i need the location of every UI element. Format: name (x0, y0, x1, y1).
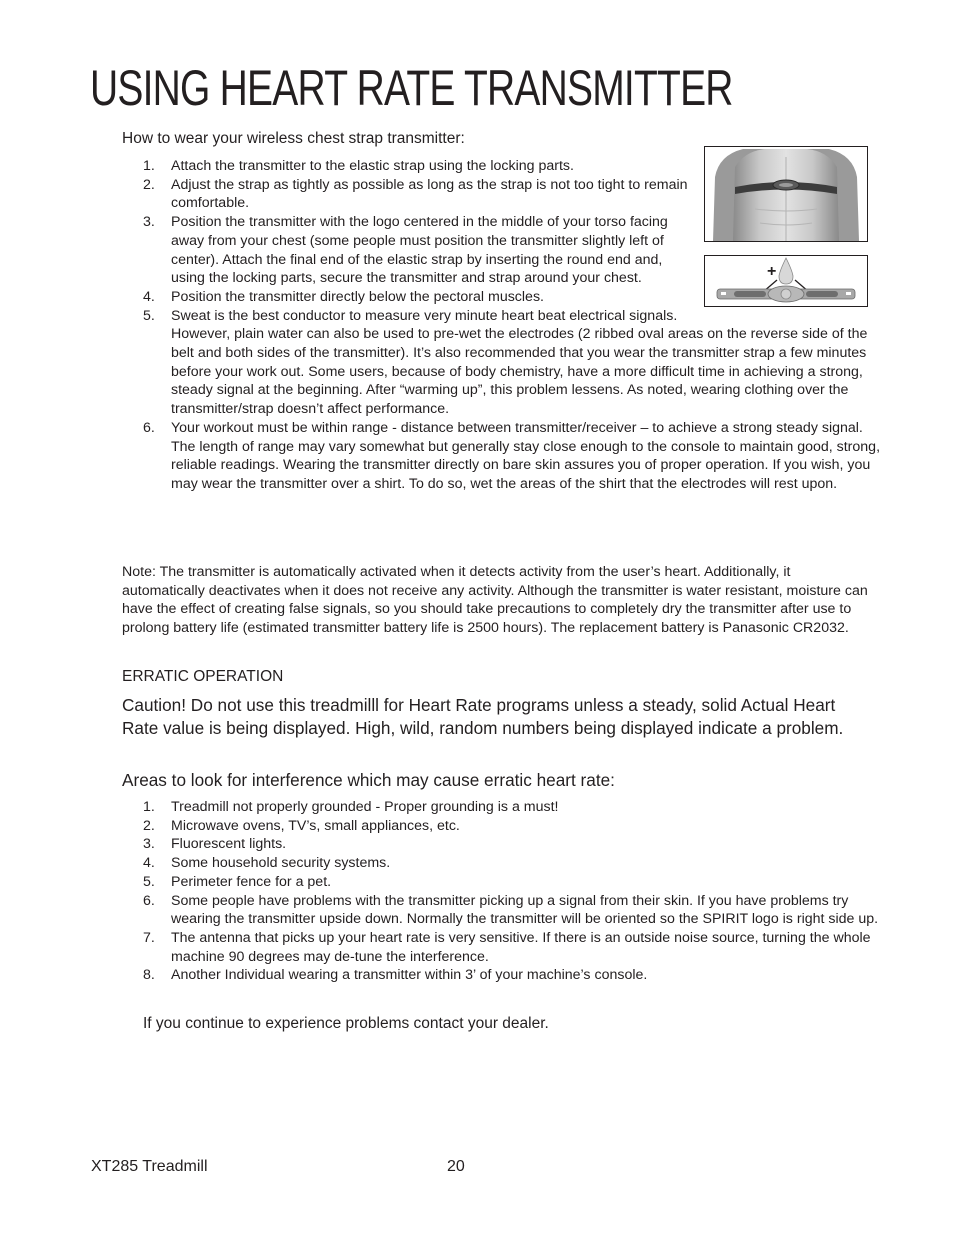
wet-electrodes-diagram-icon (705, 256, 867, 306)
list-item: 6. Your workout must be within range - distance between transmitter/receiver – to achieve a strong steady signal. The length of range may vary somewhat but generally stay close enough to the console to maintain good, strong, reliable readings. Wearing the transmitter directly on bare skin assures you of proper operation. If you wish, you may wear the transmitter over a shirt. To do so, wet the areas of the shirt that the electrodes will rest upon. (143, 419, 881, 492)
list-item: 4. Some household security systems. (143, 855, 391, 872)
list-item: 3. Position the transmitter with the logo centered in the middle of your torso facing away from your chest (some people must position the transmitter slightly left of center). Attach the final end of the elastic strap by inserting the round end and, using the locking parts, secure the transmitter and strap around your chest. (143, 214, 668, 287)
chest-strap-photo (704, 146, 868, 242)
page-number: 20 (447, 1158, 465, 1175)
wear-instructions-heading: How to wear your wireless chest strap transmitter: (122, 130, 465, 147)
list-item: 1. Treadmill not properly grounded - Proper grounding is a must! (143, 799, 559, 815)
erratic-operation-heading: ERRATIC OPERATION (122, 668, 284, 685)
strap-diagram (704, 255, 868, 307)
contact-dealer-text: If you continue to experience problems contact your dealer. (143, 1015, 549, 1032)
list-item: 4. Position the transmitter directly below the pectoral muscles. (143, 288, 544, 305)
list-item: 5. Sweat is the best conductor to measure very minute heart beat electrical signals. However, plain water can also be used to pre-wet the electrodes (2 ribbed oval areas on the reverse side of the belt and both sides of the transmitter). It’s also recommended that you wear the transmitter strap a few minutes before your work out. Some users, because of body chemistry, have a more difficult time in achieving a strong, steady signal at the beginning. After “warming up”, this problem lessens. As noted, wearing clothing over the transmitter/strap doesn’t affect performance. (143, 307, 868, 418)
list-item: 3. Fluorescent lights. (143, 836, 287, 853)
list-item: 7. The antenna that picks up your heart rate is very sensitive. If there is an outside noise source, turning the whole machine 90 degrees may de-tune the interference. (143, 929, 871, 965)
interference-list (140, 798, 880, 985)
list-item: 2. Microwave ovens, TV’s, small appliances, etc. (143, 817, 460, 834)
plus-icon: + (767, 263, 777, 280)
page-title: USING HEART RATE TRANSMITTER (90, 60, 733, 116)
caution-text: Caution! Do not use this treadmilll for Heart Rate programs unless a steady, solid Actual Heart Rate value is being displayed. High, wild, random numbers being displayed indicate a problem. (122, 695, 844, 738)
battery-note: Note: The transmitter is automatically activated when it detects activity from the user’s heart. Additionally, it automatically deactivates when it does not receive any activity. Although the transmitter is water resistant, moisture can have the effect of creating false signals, so you should take precautions to completely dry the transmitter after use to prolong battery life (estimated transmitter battery life is 2500 hours). The replacement battery is Panasonic CR2032. (122, 564, 868, 637)
list-item: 8. Another Individual wearing a transmitter within 3’ of your machine’s console. (143, 967, 648, 984)
footer-product-name: XT285 Treadmill (91, 1158, 208, 1175)
list-item: 6. Some people have problems with the transmitter picking up a signal from their skin. If you have problems try wearing the transmitter upside down. Normally the transmitter will be oriented so the SPIRIT logo is right side up. (143, 892, 879, 928)
list-item: 2. Adjust the strap as tightly as possible as long as the strap is not too tight to remain comfortable. (143, 176, 688, 212)
torso-with-strap-icon (705, 147, 867, 241)
list-item: 1. Attach the transmitter to the elastic strap using the locking parts. (143, 158, 574, 174)
list-item: 5. Perimeter fence for a pet. (143, 873, 332, 890)
interference-intro: Areas to look for interference which may cause erratic heart rate: (122, 770, 615, 790)
